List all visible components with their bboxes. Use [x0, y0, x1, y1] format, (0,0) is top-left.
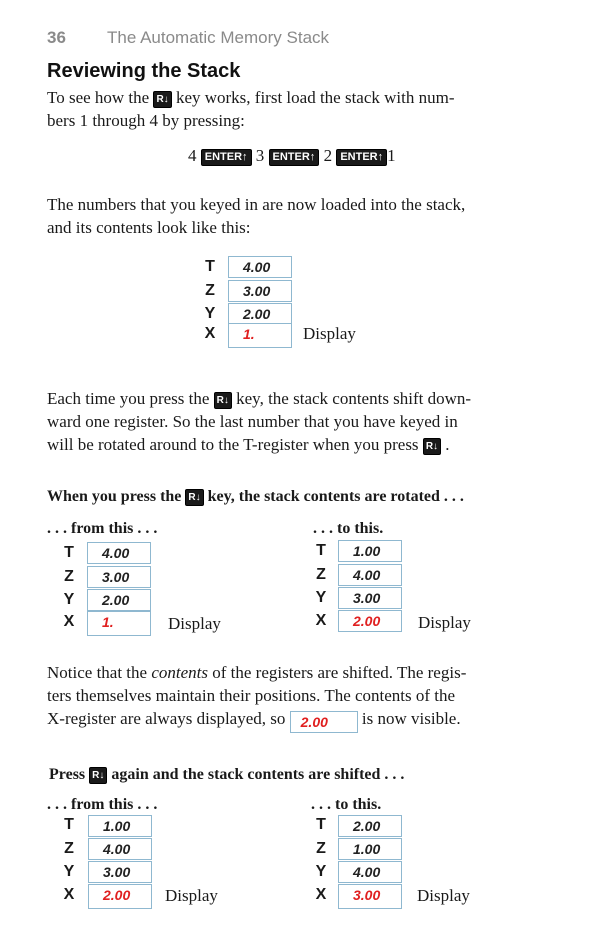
enter-key: ENTER↑ [269, 149, 320, 166]
register-z-value: 3.00 [87, 566, 151, 588]
register-t-value: 2.00 [338, 815, 402, 837]
register-y-label: Y [204, 305, 216, 322]
register-x-value: 3.00 [338, 884, 402, 909]
digit-1: 1 [387, 146, 396, 165]
roll-down-key: R↓ [423, 438, 441, 455]
page-number: 36 [47, 28, 66, 47]
intro-paragraph [47, 86, 547, 132]
register-y-value: 3.00 [88, 861, 152, 883]
para3-text-2: key, the stack contents shift down- [236, 389, 472, 408]
register-x-label: X [63, 613, 75, 630]
para2-line2: and its contents look like this: [47, 218, 251, 237]
register-z-value: 3.00 [228, 280, 292, 302]
register-y-label: Y [315, 863, 327, 880]
register-x-label: X [315, 886, 327, 903]
display-label: Display [165, 886, 218, 905]
digit-3: 3 [255, 146, 265, 165]
register-t-value: 1.00 [88, 815, 152, 837]
caption2-text: Press [49, 766, 86, 783]
register-y-value: 4.00 [338, 861, 402, 883]
register-z-value: 4.00 [88, 838, 152, 860]
register-t-value: 1.00 [338, 540, 402, 562]
register-t-label: T [64, 544, 74, 561]
from-label: . . . from this . . . [47, 520, 158, 537]
register-y-value: 2.00 [87, 589, 151, 611]
to-label: . . . to this. [313, 520, 384, 537]
intro-line2: bers 1 through 4 by pressing: [47, 111, 245, 130]
register-z-label: Z [205, 282, 215, 299]
register-x-value: 1. [87, 611, 151, 636]
digit-4: 4 [188, 146, 197, 165]
para4-text: Notice that the [47, 663, 148, 682]
section-title: Reviewing the Stack [47, 60, 241, 82]
roll-down-key: R↓ [185, 489, 203, 506]
register-z-value: 4.00 [338, 564, 402, 586]
register-z-label: Z [316, 566, 326, 583]
running-header: The Automatic Memory Stack [107, 28, 330, 47]
register-z-label: Z [64, 840, 74, 857]
register-t-label: T [64, 816, 74, 833]
register-t-label: T [316, 816, 326, 833]
caption1-text-2: key, the stack contents are rotated . . . [207, 488, 464, 505]
notice-paragraph [47, 661, 547, 733]
caption2-text-2: again and the stack contents are shifted . . . [111, 766, 405, 783]
para4-line2: ters themselves maintain their positions. The contents of the [47, 686, 456, 705]
para3-text: Each time you press the [47, 389, 210, 408]
para4-line3: X-register are always displayed, so [47, 709, 286, 728]
register-z-value: 1.00 [338, 838, 402, 860]
roll-down-key: R↓ [153, 91, 171, 108]
inline-display-value: 2.00 [290, 711, 358, 733]
para3-line2: ward one register. So the last number that you have keyed in [47, 412, 458, 431]
register-x-value: 2.00 [338, 610, 402, 632]
enter-key: ENTER↑ [336, 149, 387, 166]
display-label: Display [303, 324, 356, 343]
loaded-paragraph [47, 193, 547, 239]
display-label: Display [418, 613, 471, 632]
para2-line1: The numbers that you keyed in are now loaded into the stack, [47, 195, 466, 214]
para4-text-2: of the registers are shifted. The regis- [212, 663, 467, 682]
to-label: . . . to this. [311, 796, 382, 813]
register-x-label: X [63, 886, 75, 903]
enter-key: ENTER↑ [201, 149, 252, 166]
register-t-value: 4.00 [228, 256, 292, 278]
para4-line3-end: is now visible. [361, 709, 461, 728]
keystroke-sequence [188, 146, 396, 166]
caption-rotated [47, 488, 464, 506]
para3-line3: will be rotated around to the T-register when you press [47, 435, 419, 454]
register-y-label: Y [63, 591, 75, 608]
register-t-label: T [316, 542, 326, 559]
register-x-value: 1. [228, 323, 292, 348]
register-y-label: Y [315, 589, 327, 606]
register-t-value: 4.00 [87, 542, 151, 564]
register-z-label: Z [64, 568, 74, 585]
intro-text: To see how the [47, 88, 150, 107]
rotation-paragraph [47, 387, 547, 456]
display-label: Display [417, 886, 470, 905]
digit-2: 2 [323, 146, 333, 165]
para3-period: . [445, 435, 450, 454]
display-label: Display [168, 614, 221, 633]
register-y-value: 2.00 [228, 303, 292, 325]
register-y-value: 3.00 [338, 587, 402, 609]
register-x-label: X [315, 612, 327, 629]
from-label: . . . from this . . . [47, 796, 158, 813]
caption-shifted [49, 766, 404, 784]
register-y-label: Y [63, 863, 75, 880]
register-z-label: Z [316, 840, 326, 857]
register-t-label: T [205, 258, 215, 275]
roll-down-key: R↓ [89, 767, 107, 784]
caption1-text: When you press the [47, 488, 182, 505]
para4-italic: contents [151, 663, 208, 682]
register-x-value: 2.00 [88, 884, 152, 909]
roll-down-key: R↓ [214, 392, 232, 409]
intro-text-2: key works, first load the stack with num- [175, 88, 455, 107]
register-x-label: X [204, 325, 216, 342]
